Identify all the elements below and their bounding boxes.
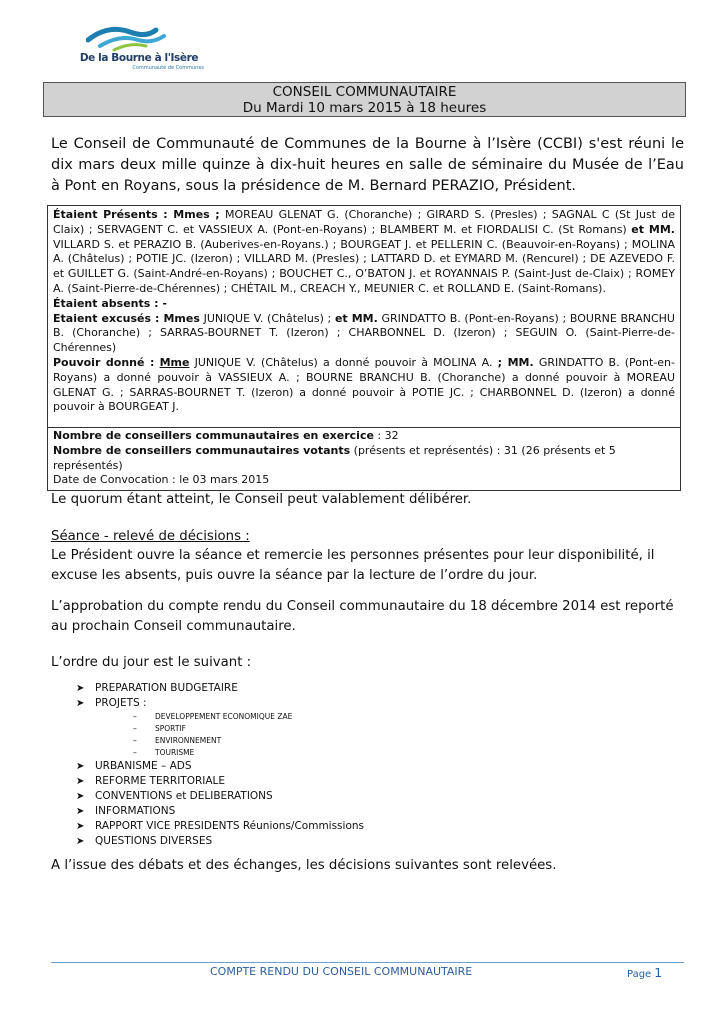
logo-subtitle: Communauté de Communes (132, 65, 204, 71)
dash-bullet-icon: – (133, 748, 137, 757)
list-item (76, 834, 364, 849)
presents-women: MOREAU GLENAT G. (Choranche) ; GIRARD S. (Presles) ; SAGNAL C (St Just de Claix) ; SERVAGENT C. et VASSIEUX A. (Pont-en-Royans) ; BLAMBERT M. et FIORDALISI C. (St Romans) (53, 208, 676, 236)
list-item (76, 819, 364, 834)
exercice-line (53, 429, 675, 444)
attendance-list (48, 206, 680, 428)
list-item (76, 774, 364, 789)
excuses-paragraph (53, 312, 675, 356)
logo-waves-icon (86, 22, 172, 52)
excuses-women: JUNIQUE V. (Châtelus) ; (199, 311, 335, 325)
exercice-label: Nombre de conseillers communautaires en exercice (53, 429, 374, 442)
list-item (76, 804, 364, 819)
seance-paragraph: Le Président ouvre la séance et remercie les personnes présentes pour leur disponibilité, il excuse les absents, puis ouvre la séance par la lecture de l’ordre du jour. (51, 548, 655, 583)
arrow-bullet-icon: ➤ (76, 806, 85, 817)
votants-line (53, 444, 675, 474)
pouvoir-mme-label: Mme (159, 355, 190, 369)
votants-label: Nombre de conseillers communautaires votants (53, 443, 351, 457)
sub-item-label: TOURISME (155, 748, 195, 757)
arrow-bullet-icon: ➤ (76, 683, 85, 694)
page-number-value: 1 (654, 966, 663, 980)
excuses-label: Etaient excusés : Mmes (53, 311, 200, 325)
dash-bullet-icon: – (133, 724, 137, 733)
arrow-bullet-icon: ➤ (76, 776, 85, 787)
logo (74, 22, 204, 74)
title-box (43, 82, 686, 117)
exercice-value: : 32 (373, 429, 399, 442)
attendance-box (47, 205, 681, 491)
sub-item-label: ENVIRONNEMENT (155, 736, 222, 745)
pouvoir-mm-label: ; MM. (497, 355, 534, 369)
excuses-mm-label: et MM. (334, 311, 378, 325)
arrow-bullet-icon: ➤ (76, 761, 85, 772)
approbation-paragraph: L’approbation du compte rendu du Conseil communautaire du 18 décembre 2014 est reporté au prochain Conseil communautaire. (51, 599, 674, 634)
dash-bullet-icon: – (133, 712, 137, 721)
list-item-label: PREPARATION BUDGETAIRE (95, 682, 238, 694)
arrow-bullet-icon: ➤ (76, 821, 85, 832)
sub-list-item (76, 711, 364, 723)
list-item-label: QUESTIONS DIVERSES (95, 835, 213, 847)
arrow-bullet-icon: ➤ (76, 698, 85, 709)
arrow-bullet-icon: ➤ (76, 791, 85, 802)
dash-bullet-icon: – (133, 736, 137, 745)
sub-list-item (76, 723, 364, 735)
list-item-label: RAPPORT VICE PRESIDENTS Réunions/Commissions (95, 820, 364, 832)
agenda-list (76, 681, 364, 849)
list-item-label: PROJETS : (95, 697, 147, 709)
list-item (76, 789, 364, 804)
sub-item-label: SPORTIF (155, 724, 186, 733)
page-label: Page (627, 969, 655, 980)
conclusion-text: A l’issue des débats et des échanges, les décisions suivantes sont relevées. (51, 858, 557, 873)
logo-name: De la Bourne à l'Isère (79, 52, 199, 64)
presents-paragraph (53, 208, 675, 297)
list-item (76, 681, 364, 696)
title-line-2: Du Mardi 10 mars 2015 à 18 heures (242, 100, 487, 116)
sub-list-item (76, 747, 364, 759)
list-item-label: CONVENTIONS et DELIBERATIONS (95, 790, 273, 802)
seance-heading: Séance - relevé de décisions : (51, 529, 250, 544)
votants-value: (présents et représentés) : 31 (26 présents et 5 représentés) (53, 443, 616, 472)
page-number (627, 966, 662, 980)
convocation-date: Date de Convocation : le 03 mars 2015 (53, 473, 270, 487)
title-line-1: CONSEIL COMMUNAUTAIRE (272, 84, 457, 100)
attendance-counts (48, 428, 680, 488)
sub-list-item (76, 735, 364, 747)
list-item (76, 696, 364, 711)
presents-mm-label: et MM. (631, 222, 675, 236)
presents-men: VILLARD S. et PERAZIO B. (Auberives-en-Royans.) ; BOURGEAT J. et PELLERIN C. (Beauvoir-en-Royans) ; MOLINA A. (Châtelus) ; POTIE JC. (Izeron) ; VILLARD M. (Presles) ; LATTARD D. et EYMARD M. (Rencurel) ; DE AZEVEDO F. et GUILLET G. (Saint-André-en-Royans) ; BOUCHET C., O’BATON J. et ROYANNAIS P. (Saint-Just de-Claix) ; ROMEY A. (Saint-Pierre-de-Chérennes) ; CHÉTAIL M., CREACH Y., MEUNIER C. et ROLLAND E. (Saint-Romans). (53, 237, 675, 295)
list-item-label: URBANISME – ADS (95, 760, 192, 772)
list-item-label: INFORMATIONS (95, 805, 176, 817)
ordre-intro: L’ordre du jour est le suivant : (51, 655, 252, 670)
footer-divider (51, 962, 684, 963)
footer-title: COMPTE RENDU DU CONSEIL COMMUNAUTAIRE (210, 965, 473, 978)
pouvoir-women: JUNIQUE V. (Châtelus) a donné pouvoir à MOLINA A. (189, 355, 498, 369)
absents-label: Étaient absents : - (53, 296, 167, 310)
excuses-men: GRINDATTO B. (Pont-en-Royans) ; BOURNE BRANCHU B. (Choranche) ; SARRAS-BOURNET T. (Izeron) ; CHARBONNEL D. (Izeron) ; SEGUIN O. (Saint-Pierre-de-Chérennes) (53, 311, 675, 355)
pouvoir-label: Pouvoir donné : (53, 355, 155, 369)
list-item-label: REFORME TERRITORIALE (95, 775, 226, 787)
pouvoir-men: GRINDATTO B. (Pont-en-Royans) a donné pouvoir à VASSIEUX A. ; BOURNE BRANCHU B. (Choranche) a donné pouvoir à MOREAU GLENAT G. ; SARRAS-BOURNET T. (Izeron) a donné pouvoir à POTIE JC. ; CHARBONNEL D. (Izeron) a donné pouvoir à BOURGEAT J. (53, 355, 675, 414)
presents-label: Étaient Présents : Mmes ; (53, 208, 220, 221)
pouvoir-paragraph (53, 356, 675, 415)
quorum-text: Le quorum étant atteint, le Conseil peut valablement délibérer. (51, 492, 472, 507)
sub-item-label: DEVELOPPEMENT ECONOMIQUE ZAE (155, 712, 293, 721)
list-item (76, 759, 364, 774)
arrow-bullet-icon: ➤ (76, 836, 85, 847)
intro-paragraph: Le Conseil de Communauté de Communes de la Bourne à l’Isère (CCBI) s'est réuni le dix mars deux mille quinze à dix-huit heures en salle de séminaire du Musée de l’Eau à Pont en Royans, sous la présidence de M. Bernard PERAZIO, Président. (51, 136, 684, 194)
